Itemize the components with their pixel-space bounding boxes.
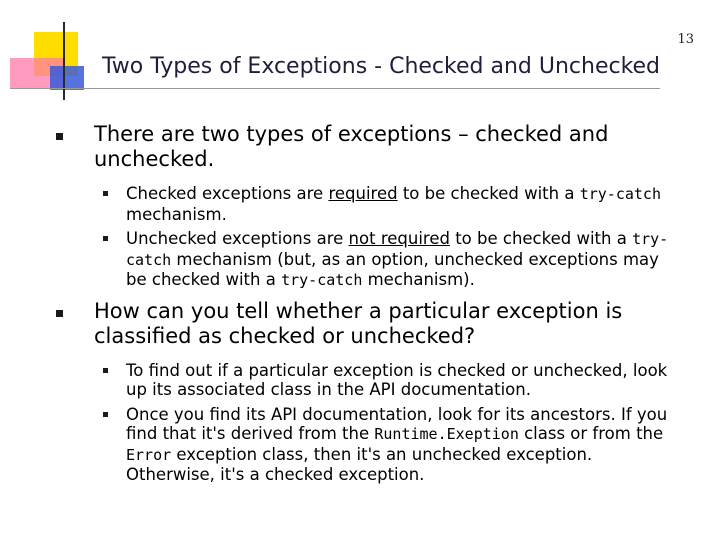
sub-bullet-list: [54, 361, 684, 485]
bullet-how-to-tell: [54, 299, 684, 485]
bullet-square-icon: [56, 133, 63, 140]
sub-bullet-text: To find out if a particular exception is checked or unchecked, look up its associated class in the API documentation.: [126, 360, 668, 399]
sub-bullet-text: mechanism.: [126, 204, 227, 224]
slide-title: Two Types of Exceptions - Checked and Unchecked: [102, 54, 661, 79]
sub-bullet-unchecked: [54, 229, 684, 291]
bullet-square-icon: [103, 412, 108, 417]
sub-bullet-checked: [54, 184, 684, 224]
slide-body: [54, 122, 684, 493]
sub-bullet-text: mechanism (but, as an option, unchecked exceptions may be checked with a: [126, 249, 659, 289]
sub-bullet-text: Checked exceptions are: [126, 184, 329, 203]
title-underline-rule: [10, 88, 660, 89]
sub-bullet-text: class or from the: [518, 424, 664, 443]
code-try-catch: try-catch: [281, 271, 363, 289]
code-try-catch: try-catch: [579, 185, 661, 203]
code-try-catch: try-catch: [126, 230, 669, 269]
bullet-types-of-exceptions: [54, 122, 684, 291]
sub-bullet-text: Once you find its API documentation, look for its ancestors. If you find that it's derived from the: [126, 404, 668, 443]
sub-bullet-ancestors: [54, 405, 684, 485]
bullet-text: There are two types of exceptions – checked and unchecked.: [94, 122, 609, 171]
sub-bullet-text: Unchecked exceptions are: [126, 229, 349, 248]
emphasis-required: required: [328, 184, 398, 203]
bullet-square-icon: [103, 236, 108, 241]
slide-number: 13: [677, 32, 694, 47]
sub-bullet-text: mechanism).: [362, 270, 475, 289]
sub-bullet-text: exception class, then it's an unchecked exception. Otherwise, it's a checked exception.: [126, 444, 593, 484]
code-error: Error: [126, 445, 172, 464]
emphasis-not-required: not required: [348, 229, 450, 248]
bullet-list: [54, 122, 684, 485]
sub-bullet-text: to be checked with a: [449, 229, 633, 248]
logo-blue-block: [50, 66, 84, 90]
bullet-square-icon: [103, 191, 108, 196]
bullet-text: How can you tell whether a particular exception is classified as checked or unchecked?: [94, 298, 623, 348]
bullet-square-icon: [56, 310, 63, 317]
bullet-square-icon: [103, 368, 108, 373]
code-runtime-exeption: Runtime.Exeption: [374, 425, 519, 443]
sub-bullet-api-docs: [54, 361, 684, 400]
sub-bullet-list: [54, 184, 684, 291]
sub-bullet-text: to be checked with a: [397, 184, 580, 203]
